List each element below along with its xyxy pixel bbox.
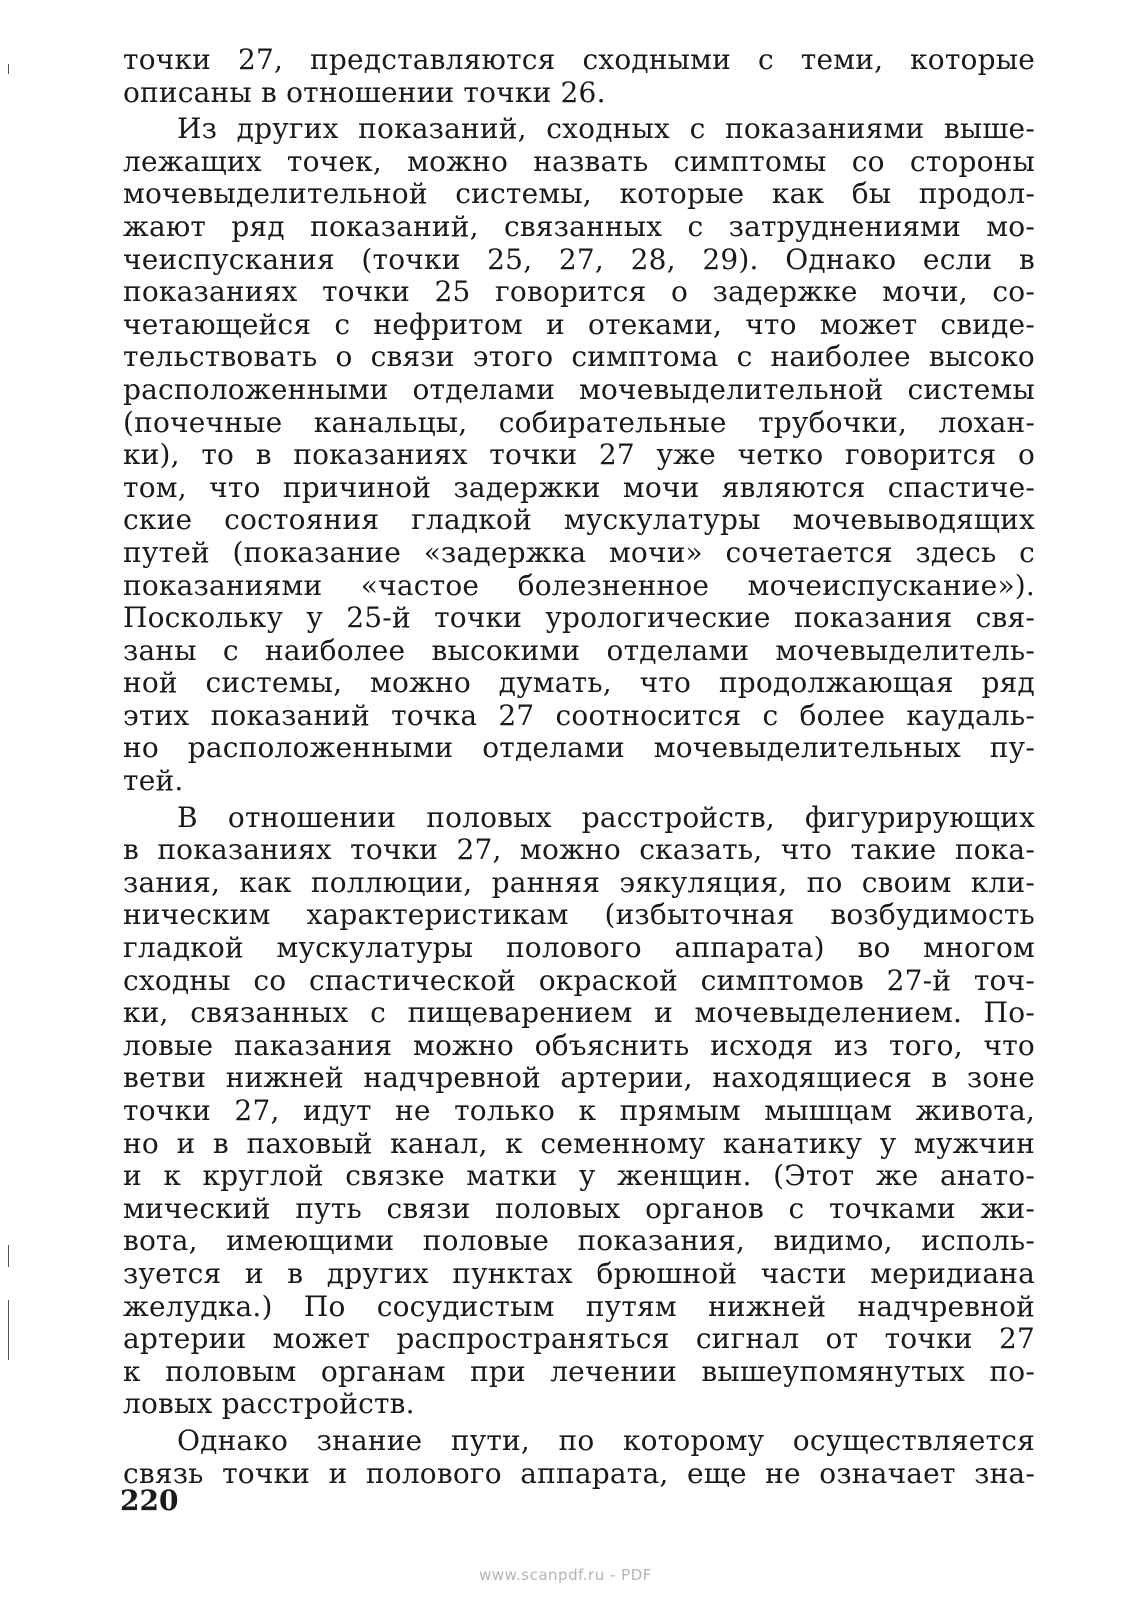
text-line: мочевыделительной системы, которые как бы продол-: [123, 177, 1035, 211]
text-line: лежащих точек, можно назвать симптомы со стороны: [123, 144, 1035, 178]
paragraph: [123, 113, 1035, 797]
text-line: Поскольку у 25-й точки урологические показания свя-: [123, 601, 1035, 635]
text-line: заны с наиболее высокими отделами мочевыделитель-: [123, 633, 1035, 667]
text-line: точки 27, представляются сходными с теми, которые: [123, 43, 1035, 76]
body-text: [123, 44, 1035, 1490]
text-line: тей.: [123, 764, 184, 798]
text-line: связь точки и полового аппарата, еще не означает зна-: [123, 1456, 1035, 1490]
text-line: том, что причиной задержки мочи являются спастиче-: [123, 470, 1035, 504]
text-line: показаниями «частое болезненное мочеиспускание»).: [123, 568, 1035, 602]
text-line: ловые паказания можно объяснить исходя из того, что: [123, 1028, 1035, 1062]
text-line: сходны со спастической окраской симптомов 27-й точ-: [123, 963, 1035, 997]
paragraph: [123, 44, 1035, 109]
watermark-footer: www.scanpdf.ru - PDF: [479, 1566, 652, 1584]
text-line: мический путь связи половых органов с точками жи-: [123, 1191, 1035, 1225]
text-line: ной системы, можно думать, что продолжающая ряд: [123, 666, 1035, 700]
scan-margin-mark: [8, 64, 9, 74]
text-line: ки, связанных с пищеварением и мочевыделением. По-: [123, 996, 1035, 1030]
text-line: ки), то в показаниях точки 27 уже четко говорится о: [123, 438, 1035, 472]
text-line: тельствовать о связи этого симптома с наиболее высоко: [123, 340, 1035, 374]
text-line: но и в паховый канал, к семенному канатику у мужчин: [123, 1126, 1035, 1160]
text-line: ветви нижней надчревной артерии, находящиеся в зоне: [123, 1061, 1035, 1095]
text-line: чеиспускания (точки 25, 27, 28, 29). Однако если в: [123, 242, 1035, 276]
text-line: и к круглой связке матки у женщин. (Этот же анато-: [123, 1159, 1035, 1193]
text-line: (почечные канальцы, собирательные трубочки, лохан-: [123, 405, 1035, 439]
text-line: описаны в отношении точки 26.: [123, 75, 606, 109]
text-line: путей (показание «задержка мочи» сочетается здесь с: [123, 535, 1035, 569]
text-line: в показаниях точки 27, можно сказать, что такие пока-: [123, 833, 1035, 867]
text-line: Из других показаний, сходных с показаниями выше-: [177, 112, 1035, 146]
text-line: этих показаний точка 27 соотносится с более каудаль-: [123, 698, 1035, 732]
text-line: но расположенными отделами мочевыделительных пу-: [123, 731, 1035, 765]
text-line: гладкой мускулатуры полового аппарата) во многом: [123, 931, 1035, 965]
text-line: к половым органам при лечении вышеупомянутых по-: [123, 1354, 1035, 1388]
text-line: зуется и в других пунктах брюшной части меридиана: [123, 1256, 1035, 1290]
text-line: ническим характеристикам (избыточная возбудимость: [123, 898, 1035, 932]
scan-margin-mark: [8, 1245, 9, 1267]
text-line: зания, как поллюции, ранняя эякуляция, по своим кли-: [123, 865, 1035, 899]
paragraph: [123, 1425, 1035, 1490]
scan-margin-mark: [8, 1300, 9, 1360]
text-line: расположенными отделами мочевыделительной системы: [123, 372, 1035, 406]
text-line: ские состояния гладкой мускулатуры мочевыводящих: [123, 503, 1035, 537]
text-line: Однако знание пути, по которому осуществляется: [177, 1423, 1035, 1457]
text-line: артерии может распространяться сигнал от точки 27: [123, 1322, 1035, 1356]
text-line: точки 27, идут не только к прямым мышцам живота,: [123, 1094, 1035, 1127]
text-line: В отношении половых расстройств, фигурирующих: [177, 800, 1035, 834]
text-line: ловых расстройств.: [123, 1387, 415, 1421]
text-line: жают ряд показаний, связанных с затруднениями мо-: [123, 209, 1035, 243]
text-line: желудка.) По сосудистым путям нижней надчревной: [123, 1289, 1035, 1323]
page-number: 220: [120, 1484, 179, 1517]
text-line: вота, имеющими половые показания, видимо, исполь-: [123, 1224, 1035, 1258]
text-line: четающейся с нефритом и отеками, что может свиде-: [123, 307, 1035, 341]
paragraph: [123, 802, 1035, 1421]
text-line: показаниях точки 25 говорится о задержке мочи, со-: [123, 275, 1035, 309]
